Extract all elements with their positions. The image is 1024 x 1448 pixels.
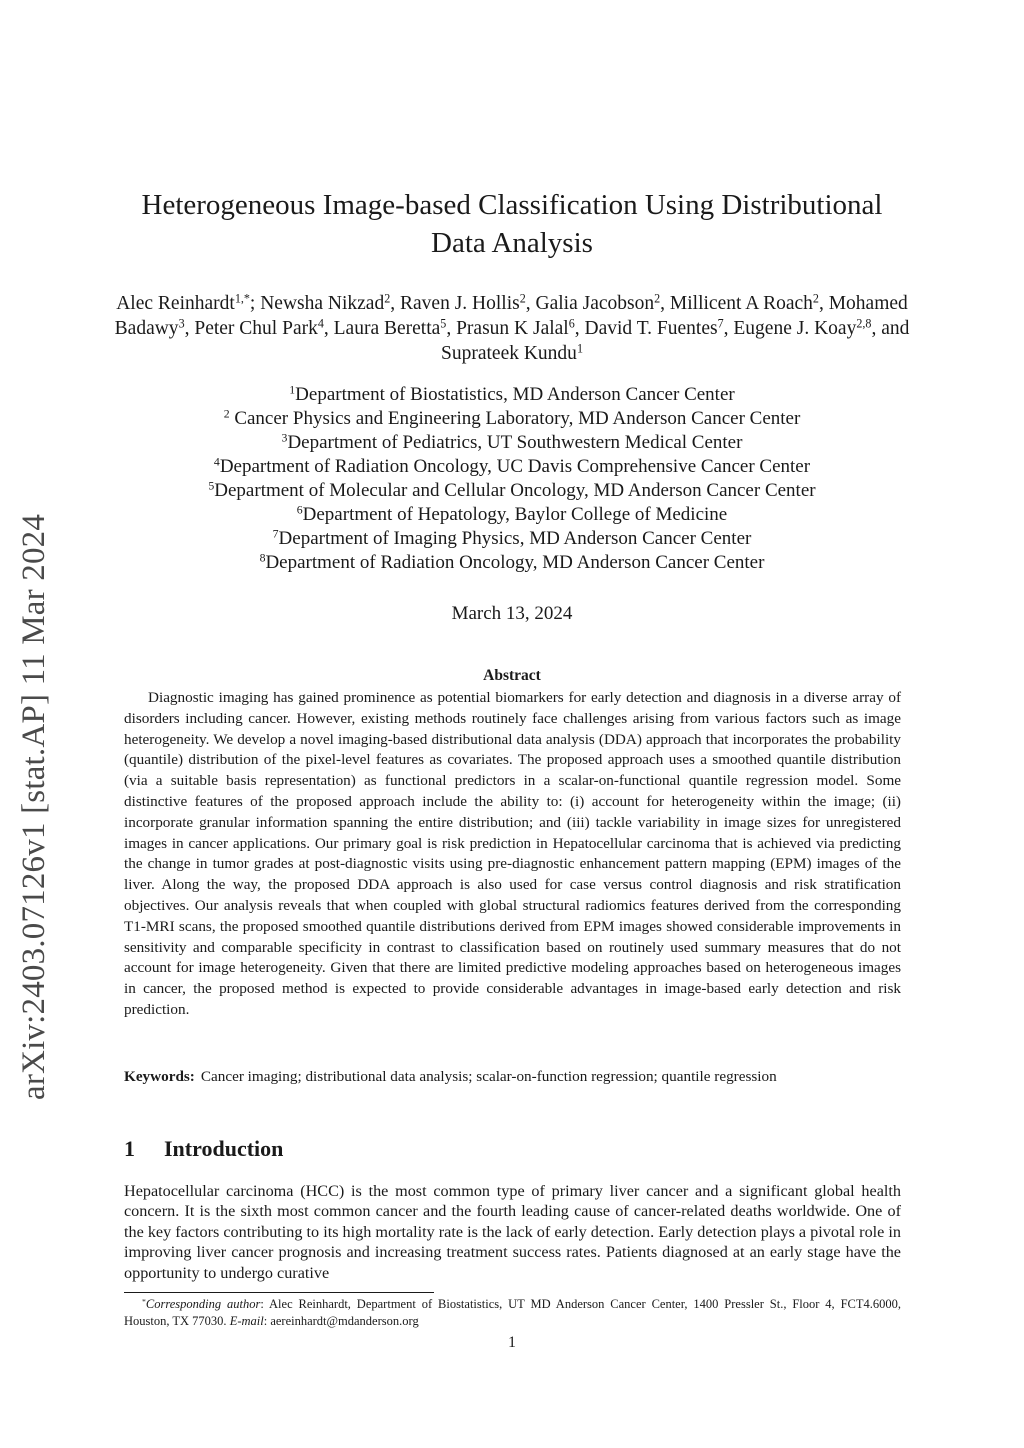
author-name: Eugene J. Koay <box>733 318 857 339</box>
author-affiliation-marker: 1 <box>576 341 583 356</box>
author-separator: , <box>723 318 734 339</box>
affiliation-number: 1 <box>289 383 296 397</box>
author <box>194 318 333 339</box>
affiliation-number: 7 <box>272 527 279 541</box>
author-affiliation-marker: 3 <box>178 316 185 331</box>
author-name: Alec Reinhardt <box>116 293 235 314</box>
abstract-body: Diagnostic imaging has gained prominence as potential biomarkers for early detection and diagnosis in a diverse array of disorders including cancer. However, existing methods routinely face challenges arising from various factors such as image heterogeneity. We develop a novel imaging-based distributional data analysis (DDA) approach that incorporates the probability (quantile) distribution of the pixel-level features as covariates. The proposed approach uses a smoothed quantile distribution (via a suitable basis representation) as functional predictors in a scalar-on-functional quantile regression model. Some distinctive features of the proposed approach include the ability to: (i) account for heterogeneity within the image; (ii) incorporate granular information spanning the entire distribution; and (iii) tackle variability in image sizes for unregistered images in cancer applications. Our primary goal is risk prediction in Hepatocellular carcinoma that is achieved via predicting the change in tumor grades at post-diagnostic visits using pre-diagnostic enhancement pattern mapping (EPM) images of the liver. Along the way, the proposed DDA approach is also used for case versus control diagnosis and risk stratification objectives. Our analysis reveals that when coupled with global structural radiomics features derived from the corresponding T1-MRI scans, the proposed smoothed quantile distributions derived from EPM images showed considerable improvements in sensitivity and comparable specificity in contrast to classification based on routinely used summary measures that do not account for image heterogeneity. Given that there are limited predictive modeling approaches based on heterogeneous images in cancer, the proposed method is expected to provide considerable advantages in image-based early detection and risk prediction. <box>124 689 901 1018</box>
footnote-email: : aereinhardt@mdanderson.org <box>263 1314 419 1328</box>
keywords-text: Cancer imaging; distributional data analysis; scalar-on-function regression; quantile regression <box>200 1068 777 1085</box>
affiliation <box>110 479 914 503</box>
author-affiliation-marker: 2 <box>654 291 661 306</box>
author-separator: , <box>574 318 585 339</box>
affiliation <box>110 455 914 479</box>
author-name: Laura Beretta <box>333 318 441 339</box>
affiliation-text: Department of Hepatology, Baylor College of Medicine <box>302 504 728 525</box>
footnote-divider <box>124 1292 434 1293</box>
author <box>400 293 536 314</box>
affiliation-number: 2 <box>223 407 230 421</box>
abstract-heading: Abstract <box>483 667 541 684</box>
affiliation <box>110 551 914 575</box>
section-heading-introduction <box>124 1136 624 1162</box>
affiliation <box>110 407 914 431</box>
affiliation-text: Department of Radiation Oncology, MD Anderson Cancer Center <box>265 552 765 573</box>
author-name: Newsha Nikzad <box>260 293 385 314</box>
section-title: Introduction <box>164 1136 284 1161</box>
section-number: 1 <box>124 1136 135 1161</box>
affiliation <box>110 503 914 527</box>
author-name: Mohamed Badawy <box>114 293 908 339</box>
author-affiliation-marker: 2,8 <box>856 316 872 331</box>
affiliation-number: 6 <box>296 503 303 517</box>
keywords-label: Keywords: <box>124 1068 195 1085</box>
paper-date: March 13, 2024 <box>451 603 573 624</box>
author-separator: , <box>184 318 195 339</box>
author <box>670 293 829 314</box>
author-name: David T. Fuentes <box>584 318 718 339</box>
author <box>536 293 670 314</box>
author-separator: , <box>818 293 829 314</box>
author-affiliation-marker: 6 <box>568 316 575 331</box>
author-affiliation-marker: 1,* <box>234 291 250 306</box>
author-affiliation-marker: 5 <box>440 316 447 331</box>
footnote <box>124 1296 901 1330</box>
author-separator: , <box>446 318 457 339</box>
footnote-email-label: E-mail <box>229 1314 264 1328</box>
author-name: Suprateek Kundu <box>441 343 577 364</box>
author <box>334 318 456 339</box>
author-name: Peter Chul Park <box>194 318 318 339</box>
author-affiliation-marker: 2 <box>384 291 391 306</box>
author-affiliation-marker: 4 <box>317 316 324 331</box>
affiliation-text: Department of Radiation Oncology, UC Davis Comprehensive Cancer Center <box>219 456 811 477</box>
author-name: Prasun K Jalal <box>456 318 569 339</box>
author <box>260 293 400 314</box>
author <box>585 318 734 339</box>
affiliation <box>110 431 914 455</box>
author-separator: ; <box>249 293 261 314</box>
author-separator: , <box>525 293 536 314</box>
author-affiliation-marker: 2 <box>519 291 526 306</box>
affiliation-text: Department of Imaging Physics, MD Anderson Cancer Center <box>278 528 752 549</box>
paper-title <box>120 186 904 262</box>
author-separator: , <box>660 293 670 314</box>
footnote-text: : Alec Reinhardt, Department of Biostatistics, UT MD Anderson Cancer Center, 1400 Pressler St., Floor 4, FCT4.6000, Houston, TX 77030. <box>124 1297 901 1328</box>
footnote-label: Corresponding author <box>145 1297 261 1311</box>
author-separator: , and <box>871 318 910 339</box>
author-name: Galia Jacobson <box>535 293 655 314</box>
page-number: 1 <box>508 1334 516 1351</box>
affiliation-number: 3 <box>281 431 288 445</box>
author <box>441 343 583 364</box>
affiliation-number: 5 <box>208 479 215 493</box>
affiliation-text: Department of Pediatrics, UT Southwestern Medical Center <box>287 432 743 453</box>
title-line-2: Data Analysis <box>431 227 593 259</box>
author-affiliation-marker: 7 <box>717 316 724 331</box>
author-separator: , <box>390 293 401 314</box>
author <box>733 318 909 339</box>
author <box>116 293 260 314</box>
author <box>456 318 584 339</box>
affiliation <box>110 383 914 407</box>
affiliation-text: Department of Molecular and Cellular Oncology, MD Anderson Cancer Center <box>214 480 816 501</box>
author-affiliation-marker: 2 <box>812 291 819 306</box>
author-name: Millicent A Roach <box>669 293 813 314</box>
introduction-body: Hepatocellular carcinoma (HCC) is the most common type of primary liver cancer and a significant global health concern. It is the sixth most common cancer and the fourth leading cause of cancer-related deaths worldwide. One of the key factors contributing to its high mortality rate is the lack of early detection. Early detection plays a pivotal role in improving liver cancer prognosis and increasing treatment success rates. Patients diagnosed at an early stage have the opportunity to undergo curative <box>124 1182 901 1282</box>
author-separator: , <box>323 318 334 339</box>
footnote-marker: * <box>142 1296 146 1306</box>
affiliation-text: Department of Biostatistics, MD Anderson Cancer Center <box>295 384 735 405</box>
author-list <box>110 291 914 366</box>
affiliation <box>110 527 914 551</box>
title-line-1: Heterogeneous Image-based Classification Using Distributional <box>141 189 883 221</box>
arxiv-sidebar-identifier: arXiv:2403.07126v1 [stat.AP] 11 Mar 2024 <box>16 513 52 1100</box>
affiliation-text: Cancer Physics and Engineering Laboratory, MD Anderson Cancer Center <box>229 408 801 429</box>
affiliation-number: 4 <box>213 455 220 469</box>
affiliation-number: 8 <box>259 551 266 565</box>
author-name: Raven J. Hollis <box>400 293 520 314</box>
affiliation-list <box>110 383 914 575</box>
keywords <box>124 1066 901 1087</box>
